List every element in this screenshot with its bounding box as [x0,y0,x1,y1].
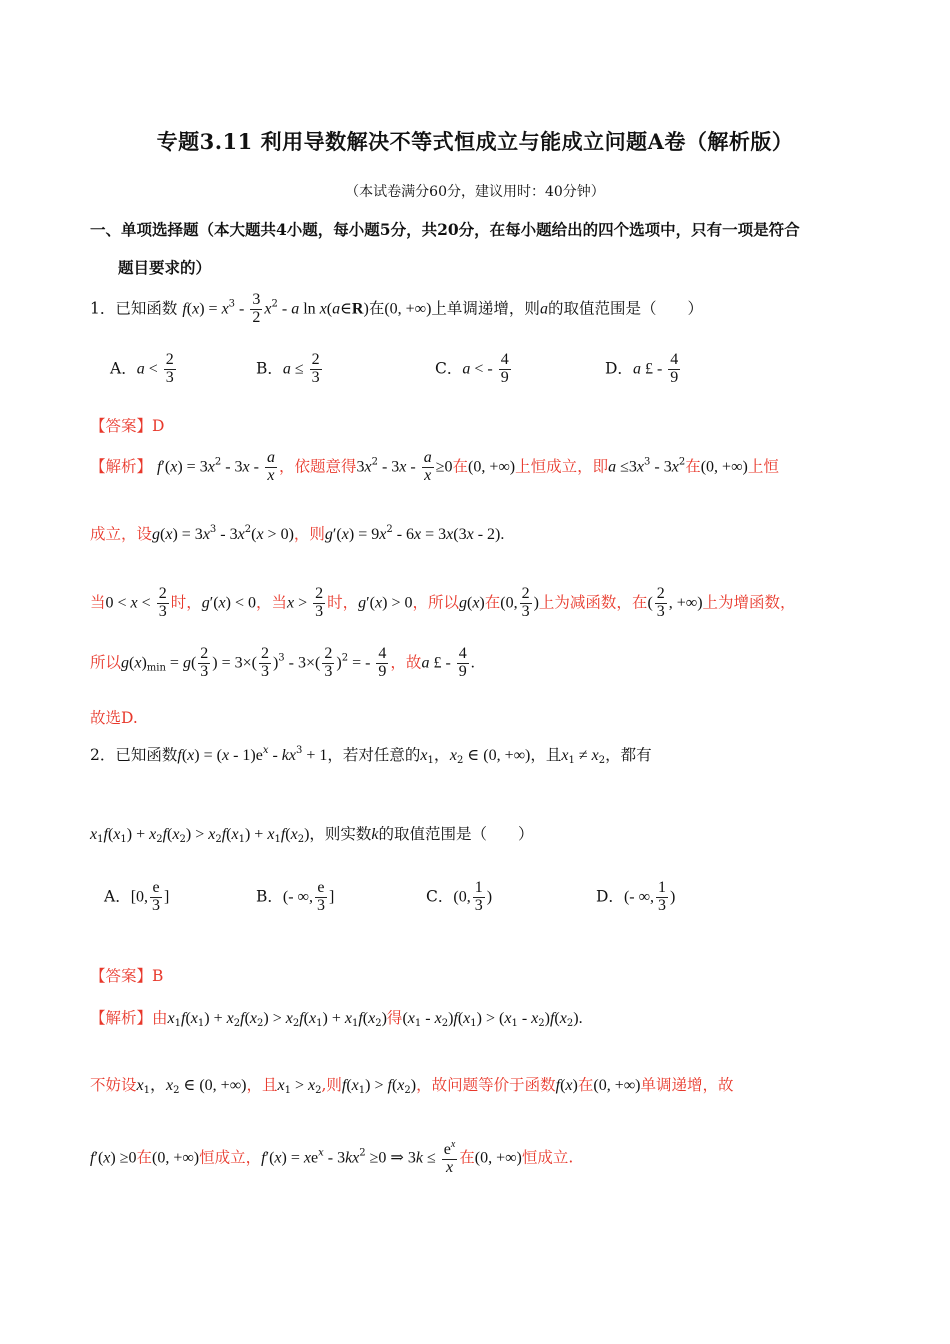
q2-option-b[interactable]: B．(- ∞, $\frac{e}{3}$ ] [256,879,335,914]
q1-intro: 1．已知函数 [90,299,178,318]
q1-option-b[interactable]: B．a ≤ $\frac{2}{3}$ [256,351,320,386]
q2-analysis-line2: 不妨设$x_1$，$x_2$ ∈ (0, +∞)，且$x_1 > x_2$,则$f(x_1) > f(x_2)$，故问题等价于函数f(x)在(0, +∞)单调递增，故 [90,1076,734,1096]
q2-option-a[interactable]: A．[0, $\frac{e}{3}$ ] [104,879,170,914]
section-heading: 一、单项选择题（本大题共4小题，每小题5分，共20分，在每小题给出的四个选项中，只有一项是符合 [90,220,800,239]
q2-analysis-line3: f′(x) ≥0在(0, +∞)恒成立，$f'(x) = xe^x - 3kx^2 \ge 0$ ⇒ 3k ≤ $\frac{e^x}{x}$ 在(0, +∞)恒成立. [90,1139,574,1176]
q1-analysis-line4: 所以$g(x)_{min} = g$( $\frac{2}{3}$ ) = 3×( $\frac{2}{3}$ )$^3$ - 3×( $\frac{2}{3}$ )$^2$ = - $\frac{4}{9}$ ，故a £ - $\frac{4}{9}$ . [90,645,475,680]
q1-conclusion: 故选D. [90,709,138,727]
q1-option-a[interactable]: A．a < $\frac{2}{3}$ [110,351,174,386]
q1-analysis-line2: 成立，设$g(x) = 3x^3 - 3x^2(x > 0)$，则$g'(x) = 9x^2 - 6x = 3x(3x - 2)$. [90,524,505,543]
section-heading-cont: 题目要求的） [118,258,212,277]
q1-cond: 在 [368,299,385,318]
q1-cond2: 上单调递增，则 [431,299,540,318]
q1-option-d[interactable]: D．a £ - $\frac{4}{9}$ [605,351,679,386]
page-title: 专题3.11 利用导数解决不等式恒成立与能成立问题A卷（解析版） [156,129,794,154]
q2-option-d[interactable]: D．(- ∞, $\frac{1}{3}$ ) [596,879,676,914]
q2-analysis-line1: 【解析】由$x_1f(x_1) + x_2f(x_2) > x_2f(x_1) + x_1f(x_2)$得$(x_1 - x_2)f(x_1) > (x_1 - x_2)f(x_2)$. [90,1009,583,1029]
q2-option-c[interactable]: C．(0, $\frac{1}{3}$ ) [426,879,493,914]
question-2: 2．已知函数$f(x) = (x - 1)e^x - kx^3 + 1$，若对任意的$x_1$，$x_2$ ∈ (0, +∞)，且$x_1 \ne x_2$，都有 [90,745,652,766]
q1-option-c[interactable]: C．a < - $\frac{4}{9}$ [435,351,509,386]
q1-analysis-line1: 【解析】 $f'(x) = 3x^2 - 3x$ - $\frac{a}{x}$ ，依题意得$3x^2 - 3x$ - $\frac{a}{x}$ ≥0在(0, +∞)上恒成立，即$a \le 3x^3 - 3x^2$在(0, +∞)上恒 [90,449,779,484]
question-1: 1．已知函数 $f(x) = x^3$ - $\frac{3}{2}$ $x^2$ - a ln x(a∈R)在(0, +∞)上单调递增，则a的取值范围是（ ） [90,291,703,326]
q1-analysis-line3: 当0 < x < $\frac{2}{3}$ 时，g′(x) < 0，当x > $\frac{2}{3}$ 时，g′(x) > 0，所以g(x)在(0, $\frac{2}{3}$ )上为减函数，在( $\frac{2}{3}$ , +∞)上为增函数， [90,585,796,620]
q2-answer: 【答案】B [90,967,164,985]
page-subtitle: （本试卷满分60分，建议用时：40分钟） [345,184,605,200]
q1-answer: 【答案】D [90,417,165,435]
q1-ask: 的取值范围是（ ） [547,299,703,318]
q2-condition: $x_1f(x_1) + x_2f(x_2) > x_2f(x_1) + x_1f(x_2)$，则实数k的取值范围是（ ） [90,825,534,845]
